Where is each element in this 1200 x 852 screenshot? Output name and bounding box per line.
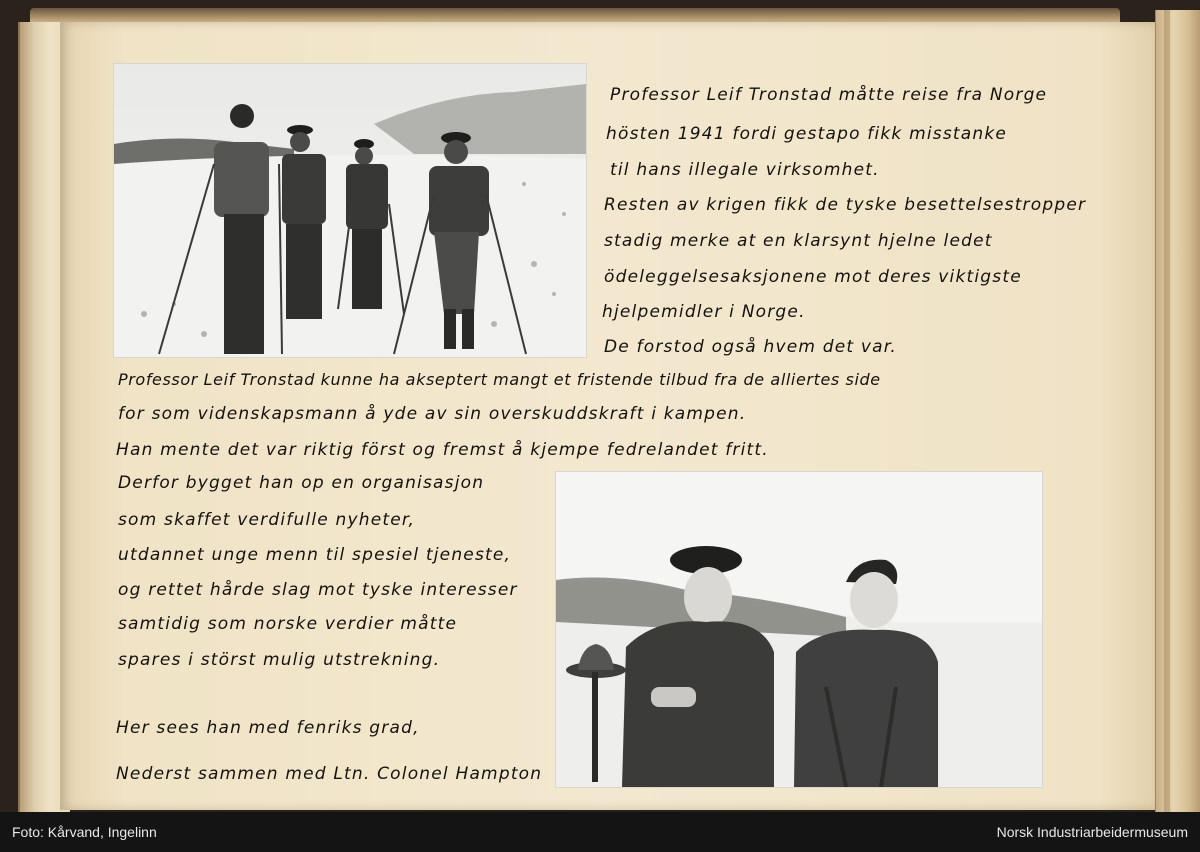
caption-line: hjelpemidler i Norge.	[602, 302, 806, 322]
caption-line: Her sees han med fenriks grad,	[116, 718, 420, 738]
footer-bar	[0, 812, 1200, 852]
photo-tronstad-and-hampton	[555, 471, 1043, 788]
caption-line: Professor Leif Tronstad måtte reise fra Norge	[610, 85, 1048, 105]
museum-name: Norsk Industriarbeidermuseum	[996, 824, 1188, 840]
caption-line: som skaffet verdifulle nyheter,	[118, 510, 416, 530]
caption-line: Nederst sammen med Ltn. Colonel Hampton	[116, 764, 543, 784]
photo-credit: Foto: Kårvand, Ingelinn	[12, 824, 157, 840]
caption-line: spares i störst mulig utstrekning.	[118, 650, 441, 670]
caption-line: for som videnskapsmann å yde av sin overskuddskraft i kampen.	[118, 404, 747, 424]
caption-line: stadig merke at en klarsynt hjelne ledet	[604, 231, 993, 251]
caption-line: hösten 1941 fordi gestapo fikk misstanke	[606, 124, 1008, 144]
caption-line: De forstod også hvem det var.	[604, 337, 898, 357]
caption-line: samtidig som norske verdier måtte	[118, 614, 458, 634]
caption-line: ödeleggelsesaksjonene mot deres viktigste	[604, 267, 1022, 287]
caption-line: Resten av krigen fikk de tyske besettelsestropper	[604, 195, 1087, 215]
caption-line: utdannet unge menn til spesiel tjeneste,	[118, 545, 512, 565]
caption-line: Han mente det var riktig först og fremst å kjempe fedrelandet fritt.	[116, 440, 769, 460]
caption-line: Derfor bygget han op en organisasjon	[118, 473, 485, 493]
caption-line: til hans illegale virksomhet.	[610, 160, 880, 180]
photo-four-skiers	[113, 63, 587, 358]
caption-line: og rettet hårde slag mot tyske interesser	[118, 580, 518, 600]
caption-line: Professor Leif Tronstad kunne ha akseptert mangt et fristende tilbud fra de alliertes side	[118, 370, 881, 389]
album-right-edge	[1155, 10, 1200, 812]
